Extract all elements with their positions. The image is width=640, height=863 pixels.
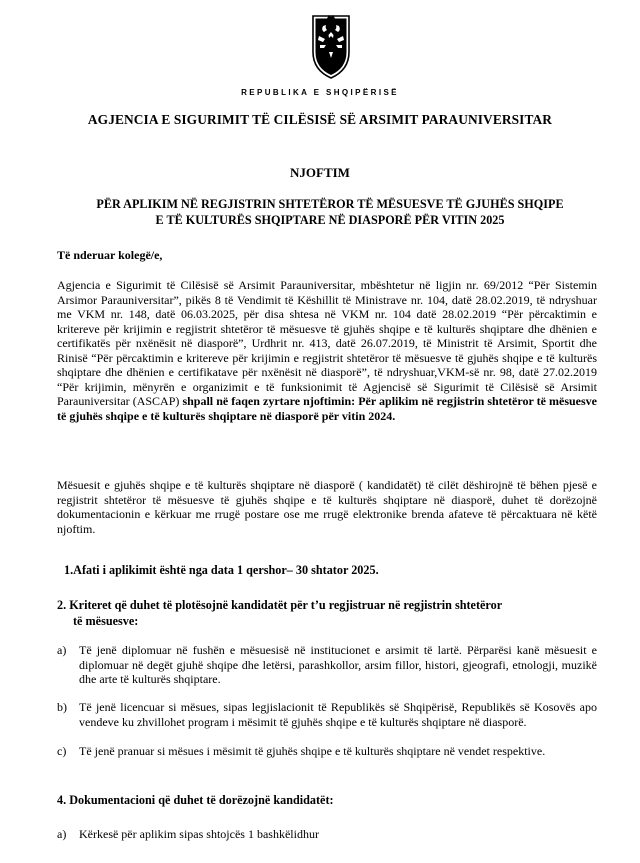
document-text: Kërkesë për aplikim sipas shtojcës 1 bashkëlidhur [79,827,319,841]
notice-title: NJOFTIM [290,165,350,180]
greeting: Të nderuar kolegë/e, [57,248,163,262]
documents-item-a [57,827,597,842]
intro-paragraph-text: Agjencia e Sigurimit të Cilësisë së Arsimit Parauniversitar, mbështetur në ligjin nr. 69/2012 “Për Sistemin Arsimor Parauniversitar”, pikës 8 të Vendimit të Këshillit të Ministrave nr. 104, datë 28.02.2019, të ndryshuar me VKM nr. 148, datë 06.03.2025, për disa shtesa në VKM nr. 104 datë 28.02.2019 “Për përcaktimin e kritereve për krijimin e regjistrit shtetëror të mësuesve të gjuhës shqipe e të kulturës shqiptare dhe dhënien e certifikatës për nxënësit në diasporë”, Urdhrit nr. 413, datë 26.07.2019, të Ministrit të Arsimit, Sportit dhe Rinisë “Për përcaktimin e kritereve për krijimin e regjistrit shtetëror të mësuesve të gjuhës shqipe e të kulturës shqiptare dhe dhënien e certifikatave për nxënësit në diasporë”, të ndryshuar,VKM-së nr. 98, datë 27.02.2019 “Për krijimin, mënyrën e organizimit e të funksionimit të Agjencisë së Sigurimit të Cilësisë së Arsimit Parauniversitar (ASCAP) [57,278,597,408]
republic-heading: REPUBLIKA E SHQIPËRISË [241,88,399,97]
list-marker: a) [57,827,67,841]
section-4-documents-heading: 4. Dokumentacioni që duhet të dorëzojnë kandidatët: [57,793,334,807]
criteria-text: Të jenë licencuar si mësues, sipas legjislacionit të Republikës së Shqipërisë, Republikës së Kosovës apo vendeve ku zhvillohet program i mësimit të gjuhës shqipe e të kulturës shqiptare në diasporë. [79,700,597,729]
criteria-item-b [57,700,597,729]
criteria-item-a [57,643,597,687]
section-2-criteria-heading [57,597,597,629]
list-marker: c) [57,744,67,758]
list-marker: b) [57,700,67,714]
albanian-eagle-emblem-icon [309,12,353,80]
intro-paragraph [57,278,597,423]
criteria-item-c [57,744,597,759]
criteria-text: Të jenë pranuar si mësues i mësimit të gjuhës shqipe e të kulturës shqiptare në vendet respektive. [79,744,546,758]
list-marker: a) [57,643,67,657]
criteria-text: Të jenë diplomuar në fushën e mësuesisë në institucionet e arsimit të lartë. Përparësi kanë mësuesit e diplomuar në degët gjuhë shqipe dhe letërsi, parashkollor, arsim fillor, histori, gjeografi, etnologji, muzikë dhe arte të kulturës shqiptare. [79,643,597,686]
notice-subject [40,196,620,228]
section-1-deadline: 1.Afati i aplikimit është nga data 1 qershor– 30 shtator 2025. [64,563,379,577]
section-2-line-1: 2. Kriteret që duhet të plotësojnë kandidatët për t’u regjistruar në regjistrin shtetëror [57,598,503,612]
intro-paragraph-bold: shpall në faqen zyrtare njoftimin: Për aplikim në regjistrin shtetëror të mësuesve të gjuhës shqipe e të kulturës shqiptare në diasporë për vitin 2024. [57,394,597,423]
subject-line-1: PËR APLIKIM NË REGJISTRIN SHTETËROR TË MËSUESVE TË GJUHËS SHQIPE [96,197,564,211]
agency-heading: AGJENCIA E SIGURIMIT TË CILËSISË SË ARSIMIT PARAUNIVERSITAR [87,112,553,127]
candidates-paragraph: Mësuesit e gjuhës shqipe e të kulturës shqiptare në diasporë ( kandidatët) të cilët dëshirojnë të bëhen pjesë e regjistrit shtetëror të mësuesve të gjuhës shqipe e të kulturës shqiptare në diasporë, duhet të dorëzojnë dokumentacionin e kërkuar me rrugë postare ose me rrugë elektronike brenda afateve të përcaktuara në këtë njoftim. [57,478,597,536]
subject-line-2: E TË KULTURËS SHQIPTARE NË DIASPORË PËR VITIN 2025 [155,213,505,227]
section-2-line-2: të mësuesve: [73,614,139,628]
